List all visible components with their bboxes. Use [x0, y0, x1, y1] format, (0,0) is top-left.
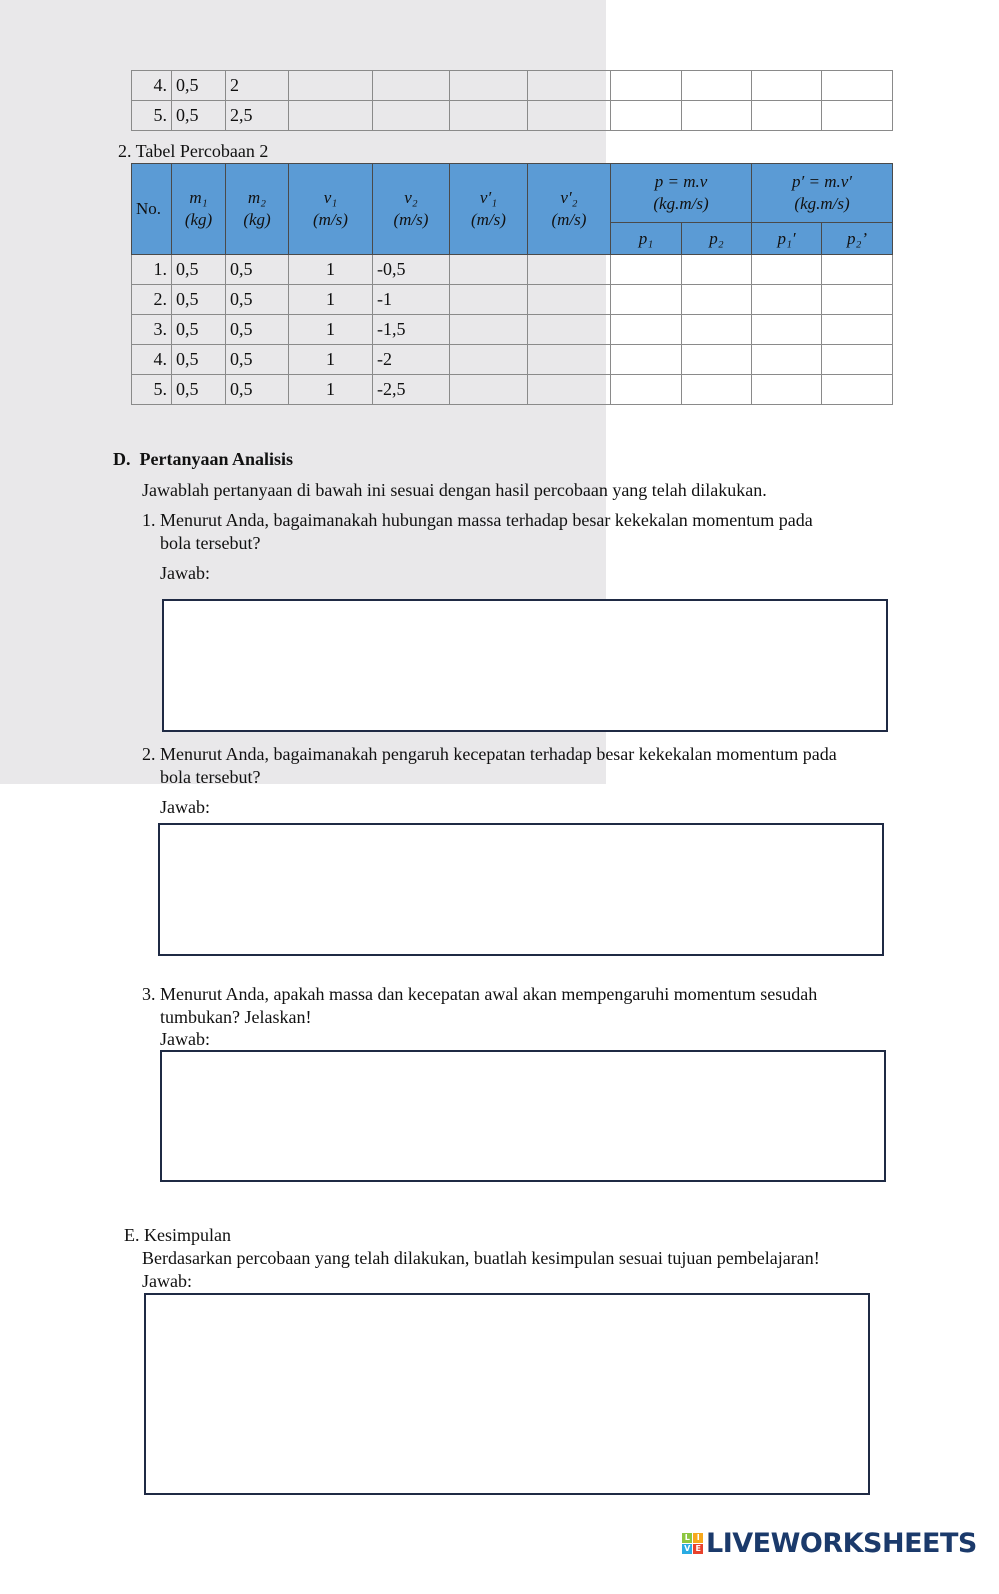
cell[interactable] — [611, 315, 682, 345]
cell: 5. — [132, 101, 172, 131]
cell: 0,5 — [172, 285, 226, 315]
cell: -2 — [373, 345, 450, 375]
cell: 0,5 — [172, 255, 226, 285]
cell[interactable] — [528, 345, 611, 375]
header-v2-prime: v′₂ (m/s) — [528, 164, 611, 255]
cell: 1 — [289, 375, 373, 405]
cell[interactable] — [752, 255, 822, 285]
cell: 2. — [132, 285, 172, 315]
header-v2: v₂ (m/s) — [373, 164, 450, 255]
question-2: 2. Menurut Anda, bagaimanakah pengaruh kecepatan terhadap besar kekekalan momentum pada — [142, 744, 837, 764]
cell[interactable] — [752, 285, 822, 315]
cell: 4. — [132, 345, 172, 375]
cell: -2,5 — [373, 375, 450, 405]
question-3: 3. Menurut Anda, apakah massa dan kecepatan awal akan mempengaruhi momentum sesudah — [142, 984, 818, 1004]
cell: 0,5 — [226, 255, 289, 285]
cell: 0,5 — [172, 345, 226, 375]
cell: 0,5 — [172, 315, 226, 345]
cell[interactable] — [752, 375, 822, 405]
section-e-intro: Berdasarkan percobaan yang telah dilakukan, buatlah kesimpulan sesuai tujuan pembelajaran! — [142, 1248, 820, 1268]
cell: 2,5 — [226, 101, 289, 131]
cell: 1. — [132, 255, 172, 285]
table-percobaan-2 — [131, 163, 893, 405]
answer-box-2[interactable] — [158, 823, 884, 956]
cell: 4. — [132, 71, 172, 101]
cell[interactable] — [450, 285, 528, 315]
section-d-heading: D. Pertanyaan Analisis — [113, 449, 294, 469]
liveworksheets-logo: L I V E LIVEWORKSHEETS — [682, 1528, 977, 1559]
cell: 3. — [132, 315, 172, 345]
table-row — [132, 101, 893, 131]
table-row — [132, 375, 893, 405]
cell: 0,5 — [226, 345, 289, 375]
table-percobaan-1-partial — [131, 70, 893, 131]
cell[interactable] — [682, 375, 752, 405]
header-p2-prime: p₂’ — [822, 223, 893, 255]
section-e-heading: E. Kesimpulan — [124, 1225, 231, 1245]
cell: 0,5 — [226, 285, 289, 315]
header-no: No. — [132, 164, 172, 255]
cell[interactable] — [528, 375, 611, 405]
cell[interactable] — [611, 285, 682, 315]
answer-label-3: Jawab: — [160, 1029, 210, 1049]
cell: -1,5 — [373, 315, 450, 345]
header-p1: p₁ — [611, 223, 682, 255]
cell[interactable] — [611, 375, 682, 405]
cell[interactable] — [822, 285, 893, 315]
cell[interactable] — [450, 345, 528, 375]
cell[interactable] — [822, 345, 893, 375]
header-p-prime: p′ = m.v′ (kg.m/s) — [752, 164, 893, 223]
cell: 0,5 — [172, 375, 226, 405]
cell[interactable] — [682, 345, 752, 375]
answer-label-4: Jawab: — [142, 1271, 192, 1291]
question-2-cont: bola tersebut? — [160, 767, 261, 787]
cell: 0,5 — [172, 71, 226, 101]
cell: 1 — [289, 255, 373, 285]
cell[interactable] — [682, 255, 752, 285]
cell[interactable] — [450, 255, 528, 285]
table-row — [132, 315, 893, 345]
cell: 1 — [289, 285, 373, 315]
table-title: 2. Tabel Percobaan 2 — [118, 141, 269, 161]
section-d-intro: Jawablah pertanyaan di bawah ini sesuai dengan hasil percobaan yang telah dilakukan. — [142, 480, 767, 500]
table-row — [132, 255, 893, 285]
header-row — [132, 164, 893, 223]
header-p2: p₂ — [682, 223, 752, 255]
header-p: p = m.v (kg.m/s) — [611, 164, 752, 223]
header-v1: v₁ (m/s) — [289, 164, 373, 255]
cell: 0,5 — [226, 375, 289, 405]
cell[interactable] — [611, 345, 682, 375]
question-3-cont: tumbukan? Jelaskan! — [160, 1007, 312, 1027]
cell: -1 — [373, 285, 450, 315]
cell[interactable] — [752, 315, 822, 345]
cell[interactable] — [611, 255, 682, 285]
cell[interactable] — [682, 315, 752, 345]
answer-box-4[interactable] — [144, 1293, 870, 1495]
logo-icon: L I V E — [682, 1533, 703, 1554]
cell[interactable] — [822, 315, 893, 345]
cell: 1 — [289, 345, 373, 375]
cell[interactable] — [450, 375, 528, 405]
question-1-cont: bola tersebut? — [160, 533, 261, 553]
header-v1-prime: v′₁ (m/s) — [450, 164, 528, 255]
question-1: 1. Menurut Anda, bagaimanakah hubungan massa terhadap besar kekekalan momentum pada — [142, 510, 813, 530]
cell: 0,5 — [226, 315, 289, 345]
cell: 5. — [132, 375, 172, 405]
answer-box-1[interactable] — [162, 599, 888, 732]
cell: 2 — [226, 71, 289, 101]
header-p1-prime: p₁′ — [752, 223, 822, 255]
cell[interactable] — [450, 315, 528, 345]
header-m2: m₂ (kg) — [226, 164, 289, 255]
answer-box-3[interactable] — [160, 1050, 886, 1182]
table-row — [132, 71, 893, 101]
cell[interactable] — [682, 285, 752, 315]
cell: -0,5 — [373, 255, 450, 285]
cell[interactable] — [528, 255, 611, 285]
table-row — [132, 285, 893, 315]
header-m1: m₁ (kg) — [172, 164, 226, 255]
cell[interactable] — [822, 255, 893, 285]
cell[interactable] — [528, 315, 611, 345]
cell[interactable] — [528, 285, 611, 315]
answer-label-1: Jawab: — [160, 563, 210, 583]
answer-label-2: Jawab: — [160, 797, 210, 817]
cell[interactable] — [752, 345, 822, 375]
cell: 1 — [289, 315, 373, 345]
cell[interactable] — [822, 375, 893, 405]
cell: 0,5 — [172, 101, 226, 131]
table-row — [132, 345, 893, 375]
